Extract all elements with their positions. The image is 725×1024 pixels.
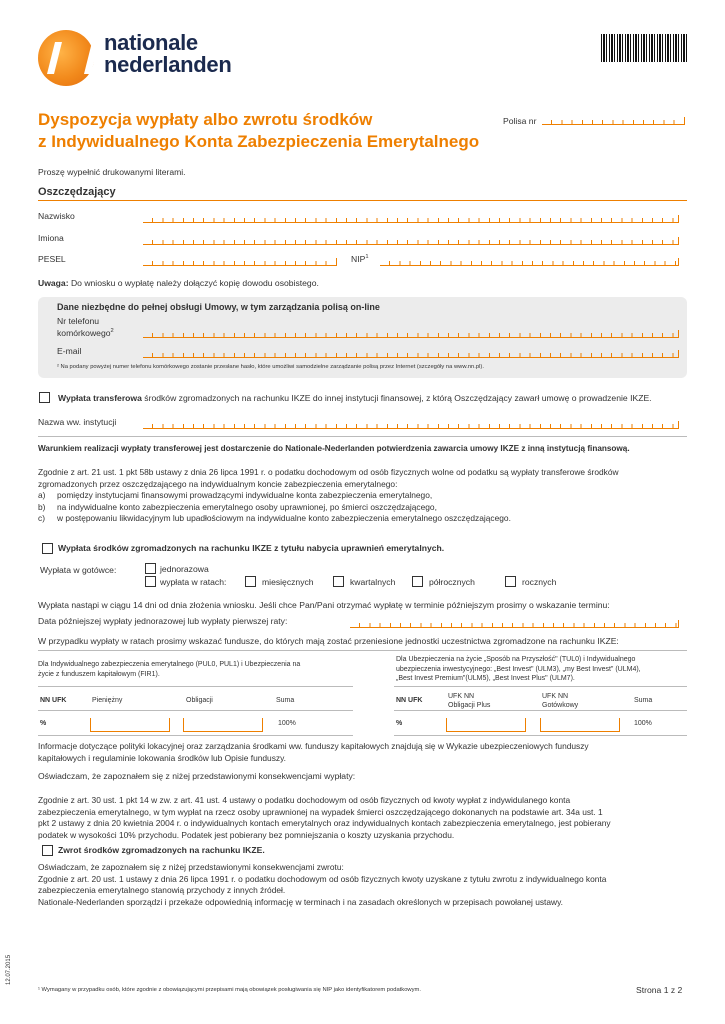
divider (38, 735, 353, 736)
pesel-field[interactable] (143, 258, 337, 266)
policy-number-field[interactable] (542, 117, 685, 125)
transfer-condition: Warunkiem realizacji wypłaty transferowej jest dostarczenie do Nationale-Nederlanden potwierdzenia zawarcia umowy IKZE z inną instytucją finansową. (38, 444, 630, 453)
annual-label: rocznych (522, 577, 557, 587)
transfer-option-text: Wypłata transferowa środków zgromadzonych na rachunku IKZE do innej instytucji finansowej, z którą Oszczędzający zawarł umowę o prowadzenie IKZE. (58, 393, 652, 403)
monthly-label: miesięcznych (262, 577, 314, 587)
divider (394, 710, 687, 711)
divider (38, 710, 353, 711)
email-label: E-mail (57, 346, 82, 356)
footnote-nip: ¹ Wymagany w przypadku osób, które zgodnie z obowiązującymi przepisami mają obowiązek posługiwania się NIP jako identyfikatorem podatkowym. (38, 987, 421, 993)
payout-heading: Wypłata środków zgromadzonych na rachunku IKZE z tytułu nabycia uprawnień emerytalnych. (58, 543, 445, 553)
phone-label: Nr telefonu komórkowego$^2$ (57, 316, 114, 338)
barcode-icon (601, 34, 687, 62)
transfer-checkbox[interactable] (39, 392, 50, 403)
first-names-label: Imiona (38, 233, 64, 243)
contact-heading: Dane niezbędne do pełnej obsługi Umowy, w tym zarządzania polisą on-line (57, 302, 380, 312)
quarterly-label: kwartalnych (350, 577, 396, 587)
surname-label: Nazwisko (38, 211, 75, 221)
later-date-label: Data późniejszej wypłaty jednorazowej lub wypłaty pierwszej raty: (38, 616, 288, 626)
annual-checkbox[interactable] (505, 576, 516, 587)
left-table-description: Dla Indywidualnego zabezpieczenia emerytalnego (PUL0, PUL1) i Ubezpieczenia na życie z funduszem kapitałowym (FIR1). (38, 661, 301, 678)
fund-info-text: Informacje dotyczące polityki lokacyjnej oraz zarządzania środkami ww. funduszy kapitałowych znajdują się w Wykazie ubezpieczeniowych funduszy kapitałowych i regulaminie lokowania środków lub Opisie funduszy. (38, 741, 589, 763)
payout-declaration: Oświadczam, że zapoznałem się z niżej przedstawionymi konsekwencjami wypłaty: (38, 771, 356, 781)
right-table-percent: % (396, 720, 403, 727)
refund-heading: Zwrot środków zgromadzonych na rachunku IKZE. (58, 845, 265, 855)
right-table-header-sum: Suma (634, 697, 653, 704)
right-table-header-bonds-plus: UFK NN Obligacji Plus (448, 693, 491, 709)
left-table-sum-value: 100% (278, 720, 296, 727)
brand-name: nationale nederlanden (104, 30, 232, 77)
left-table-percent: % (40, 720, 47, 727)
page-title-line2: z Indywidualnego Konta Zabezpieczenia Emerytalnego (38, 132, 480, 151)
divider (38, 650, 687, 651)
surname-field[interactable] (143, 215, 679, 223)
later-date-field[interactable] (350, 620, 679, 628)
semiannual-checkbox[interactable] (412, 576, 423, 587)
installments-label: wypłata w ratach: (160, 577, 227, 587)
nn-logo-icon (38, 30, 94, 86)
left-table-header-nnufk: NN UFK (40, 697, 67, 704)
quarterly-checkbox[interactable] (333, 576, 344, 587)
cash-payout-label: Wypłata w gotówce: (40, 565, 117, 575)
transfer-law-item: a) pomiędzy instytucjami finansowymi prowadzącymi indywidualne konta zabezpieczenia emerytalnego, (38, 490, 433, 501)
pesel-label: PESEL (38, 254, 66, 264)
right-cash-percent-input[interactable] (540, 718, 620, 732)
funds-instruction: W przypadku wypłaty w ratach prosimy wskazać fundusze, do których mają zostać przeniesione jednostki uczestnictwa zgromadzone na rachunku IKZE: (38, 636, 619, 646)
nip-label: NIP$^1$ (351, 254, 369, 264)
single-payment-checkbox[interactable] (145, 563, 156, 574)
policy-number-label: Polisa nr (503, 116, 537, 126)
divider (38, 436, 687, 437)
payout-tax-text: Zgodnie z art. 30 ust. 1 pkt 14 w zw. z art. 41 ust. 4 ustawy o podatku dochodowym od osób fizycznych od kwoty wypłat z indywidulanego konta zabezpieczenia emerytalnego, w tym wypłat na rzecz osoby uprawnionej na wypadek śmierci oszczędzającego dokonanych na podstawie art. 34a ust. 1 pkt 2 ustawy z dnia 20 kwietnia 2004 r. o indywidualnych kontach emerytalnych oraz indywidualnych kontach zabezpieczenia emerytalnego, jest pobierany podatek w wysokości 10% przychodu. Podatek jest pobierany bez pomniejszania o koszty uzyskania przychodu. (38, 795, 611, 840)
transfer-law-text: Zgodnie z art. 21 ust. 1 pkt 58b ustawy z dnia 26 lipca 1991 r. o podatku dochodowym od osób fizycznych wolne od podatku są wypłaty transferowe środków zgromadzonych przez oszczędzającego na indywidualnym koncie zabezpieczenia emerytalnego: a) pomiędzy instytucjami finansowymi prowadzącymi indywidualne konta zabezpieczenia emerytalnego, b) na indywidualne konto zabezpieczenia emerytalnego osoby uprawnionej, po śmierci oszczędzającego, c) w postępowaniu likwidacyjnym lub upadłościowym na indywidualne konto zabezpieczenia emerytalnego oszczędzającego. (38, 467, 688, 525)
divider (38, 686, 353, 687)
form-version-date: 12.07.2015 (6, 954, 12, 985)
refund-declaration-text: Oświadczam, że zapoznałem się z niżej przedstawionymi konsekwencjami zwrotu: Zgodnie z art. 20 ust. 1 ustawy z dnia 26 lipca 1991 r. o podatku dochodowym od osób fizycznych kwoty uzyskane z tytułu zwrotu z indywidualnego konta zabezpieczenia emerytalnego stanowią przychody z innych źródeł. Nationale-Nederlanden sporządzi i przekaże odpowiednią informację w terminach i na zasadach określonych w przepisach powołanej ustawy. (38, 862, 607, 907)
installments-checkbox[interactable] (145, 576, 156, 587)
institution-label: Nazwa ww. instytucji (38, 417, 117, 427)
left-table-header-sum: Suma (276, 697, 295, 704)
first-names-field[interactable] (143, 237, 679, 245)
payout-timing-text: Wypłata nastąpi w ciągu 14 dni od dnia złożenia wniosku. Jeśli chce Pan/Pani otrzymać wypłatę w terminie późniejszym prosimy o wskazanie terminu: (38, 600, 610, 610)
divider (394, 686, 687, 687)
email-field[interactable] (143, 350, 679, 358)
monthly-checkbox[interactable] (245, 576, 256, 587)
semiannual-label: półrocznych (429, 577, 475, 587)
instruction-text: Proszę wypełnić drukowanymi literami. (38, 167, 186, 177)
section-divider (38, 200, 687, 201)
left-table-header-cash: Pieniężny (92, 697, 123, 704)
right-table-header-cash: UFK NN Gotówkowy (542, 693, 579, 709)
single-payment-label: jednorazowa (160, 564, 209, 574)
left-cash-percent-input[interactable] (90, 718, 170, 732)
section-saver-heading: Oszczędzający (38, 186, 116, 198)
refund-checkbox[interactable] (42, 845, 53, 856)
right-table-description: Dla Ubezpieczenia na życie „Sposób na Przyszłość" (TUL0) i Indywidualnego ubezpieczenia inwestycyjnego: „Best Invest" (ULM3), „my Best Invest" (ULM4), „Best Invest Premium"(ULM5), „Best Invest Plus" (ULM7). (396, 656, 641, 682)
payout-checkbox[interactable] (42, 543, 53, 554)
nip-field[interactable] (380, 258, 679, 266)
institution-field[interactable] (143, 421, 679, 429)
right-table-header-nnufk: NN UFK (396, 697, 423, 704)
phone-field[interactable] (143, 330, 679, 338)
note-id-copy: Uwaga: Do wniosku o wypłatę należy dołączyć kopię dowodu osobistego. (38, 278, 319, 288)
divider (394, 735, 687, 736)
left-table-header-bonds: Obligacji (186, 697, 213, 704)
left-bonds-percent-input[interactable] (183, 718, 263, 732)
right-bonds-plus-percent-input[interactable] (446, 718, 526, 732)
transfer-law-item: c) w postępowaniu likwidacyjnym lub upadłościowym na indywidualne konto zabezpieczenia emerytalnego oszczędzającego. (38, 513, 511, 524)
page-number: Strona 1 z 2 (636, 985, 683, 995)
page-title-line1: Dyspozycja wypłaty albo zwrotu środków (38, 110, 373, 129)
transfer-law-item: b) na indywidualne konto zabezpieczenia emerytalnego osoby uprawnionej, po śmierci oszczędzającego, (38, 501, 437, 512)
right-table-sum-value: 100% (634, 720, 652, 727)
contact-footnote: ² Na podany powyżej numer telefonu komórkowego zostanie przesłane hasło, które umożliwi samodzielne zarządzanie polisą przez Internet (szczegóły na www.nn.pl). (57, 364, 484, 370)
